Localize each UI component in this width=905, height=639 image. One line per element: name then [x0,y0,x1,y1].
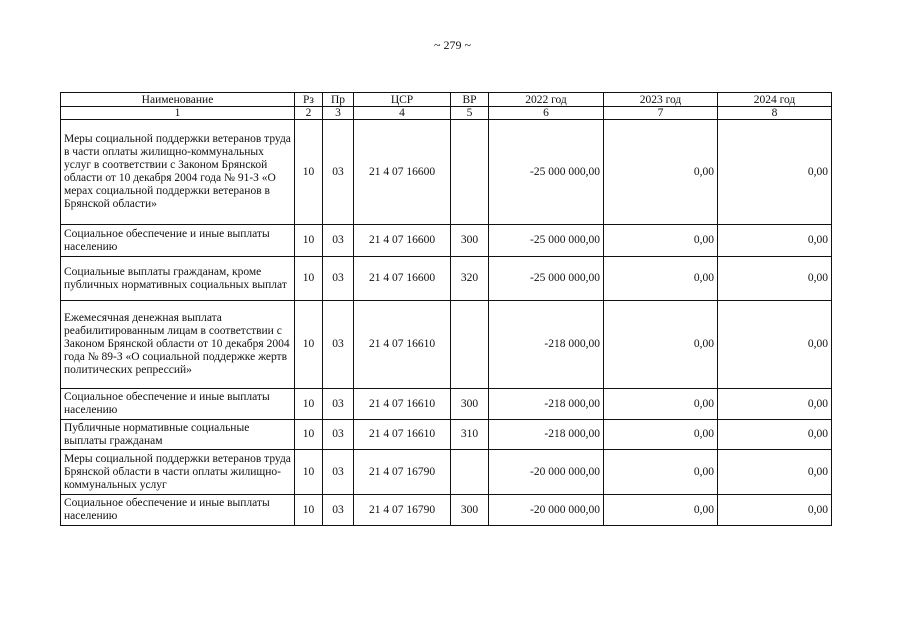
column-number: 7 [604,107,718,120]
header-vr: ВР [451,93,489,107]
header-2024: 2024 год [718,93,832,107]
cell-pr: 03 [323,389,354,420]
cell-2022: -25 000 000,00 [489,257,604,301]
cell-pr: 03 [323,120,354,225]
cell-rz: 10 [295,120,323,225]
cell-2024: 0,00 [718,420,832,450]
cell-pr: 03 [323,257,354,301]
cell-2024: 0,00 [718,450,832,495]
cell-2023: 0,00 [604,420,718,450]
table-row [61,450,832,495]
cell-2023: 0,00 [604,301,718,389]
column-number: 8 [718,107,832,120]
cell-vr [451,301,489,389]
cell-name: Ежемесячная денежная выплата реабилитированным лицам в соответствии с Законом Брянской области от 10 декабря 2004 года № 89-З «О социальной поддержке жертв политических репрессий» [61,301,295,389]
cell-rz: 10 [295,389,323,420]
page-number: ~ 279 ~ [434,38,471,52]
table-row [61,257,832,301]
cell-2024: 0,00 [718,389,832,420]
cell-csr: 21 4 07 16790 [354,450,451,495]
cell-rz: 10 [295,450,323,495]
cell-pr: 03 [323,225,354,257]
cell-name: Социальное обеспечение и иные выплаты населению [61,495,295,526]
cell-vr: 300 [451,225,489,257]
cell-rz: 10 [295,420,323,450]
cell-2023: 0,00 [604,450,718,495]
column-number-row [61,107,832,120]
cell-csr: 21 4 07 16600 [354,257,451,301]
cell-name: Социальные выплаты гражданам, кроме публичных нормативных социальных выплат [61,257,295,301]
table-row [61,389,832,420]
cell-2022: -25 000 000,00 [489,120,604,225]
cell-csr: 21 4 07 16790 [354,495,451,526]
header-row [61,93,832,107]
cell-vr: 300 [451,389,489,420]
column-number: 1 [61,107,295,120]
cell-2023: 0,00 [604,120,718,225]
cell-csr: 21 4 07 16600 [354,225,451,257]
cell-2024: 0,00 [718,257,832,301]
cell-pr: 03 [323,301,354,389]
cell-2024: 0,00 [718,225,832,257]
cell-name: Социальное обеспечение и иные выплаты населению [61,225,295,257]
header-2023: 2023 год [604,93,718,107]
cell-vr [451,450,489,495]
cell-2024: 0,00 [718,301,832,389]
header-pr: Пр [323,93,354,107]
cell-rz: 10 [295,301,323,389]
column-number: 5 [451,107,489,120]
cell-pr: 03 [323,420,354,450]
table-row [61,301,832,389]
cell-2024: 0,00 [718,495,832,526]
cell-2023: 0,00 [604,389,718,420]
cell-rz: 10 [295,495,323,526]
cell-2024: 0,00 [718,120,832,225]
cell-name: Социальное обеспечение и иные выплаты населению [61,389,295,420]
cell-rz: 10 [295,257,323,301]
cell-vr: 310 [451,420,489,450]
cell-2022: -20 000 000,00 [489,495,604,526]
cell-name: Меры социальной поддержки ветеранов труда Брянской области в части оплаты жилищно-коммунальных услуг [61,450,295,495]
header-csr: ЦСР [354,93,451,107]
cell-name: Меры социальной поддержки ветеранов труда в части оплаты жилищно-коммунальных услуг в соответствии с Законом Брянской области от 10 декабря 2004 года № 91-З «О мерах социальной поддержки ветеранов в Брянской области» [61,120,295,225]
column-number: 6 [489,107,604,120]
cell-2023: 0,00 [604,225,718,257]
cell-rz: 10 [295,225,323,257]
table-row [61,420,832,450]
table-row [61,225,832,257]
cell-2022: -20 000 000,00 [489,450,604,495]
cell-pr: 03 [323,495,354,526]
cell-2023: 0,00 [604,495,718,526]
cell-2023: 0,00 [604,257,718,301]
header-2022: 2022 год [489,93,604,107]
header-rz: Рз [295,93,323,107]
header-name: Наименование [61,93,295,107]
cell-vr [451,120,489,225]
cell-csr: 21 4 07 16600 [354,120,451,225]
budget-table [60,92,832,526]
cell-pr: 03 [323,450,354,495]
cell-csr: 21 4 07 16610 [354,389,451,420]
cell-vr: 320 [451,257,489,301]
column-number: 4 [354,107,451,120]
cell-2022: -25 000 000,00 [489,225,604,257]
cell-2022: -218 000,00 [489,301,604,389]
table-row [61,120,832,225]
cell-csr: 21 4 07 16610 [354,420,451,450]
column-number: 3 [323,107,354,120]
cell-name: Публичные нормативные социальные выплаты гражданам [61,420,295,450]
cell-csr: 21 4 07 16610 [354,301,451,389]
table-row [61,495,832,526]
cell-2022: -218 000,00 [489,389,604,420]
cell-vr: 300 [451,495,489,526]
column-number: 2 [295,107,323,120]
cell-2022: -218 000,00 [489,420,604,450]
